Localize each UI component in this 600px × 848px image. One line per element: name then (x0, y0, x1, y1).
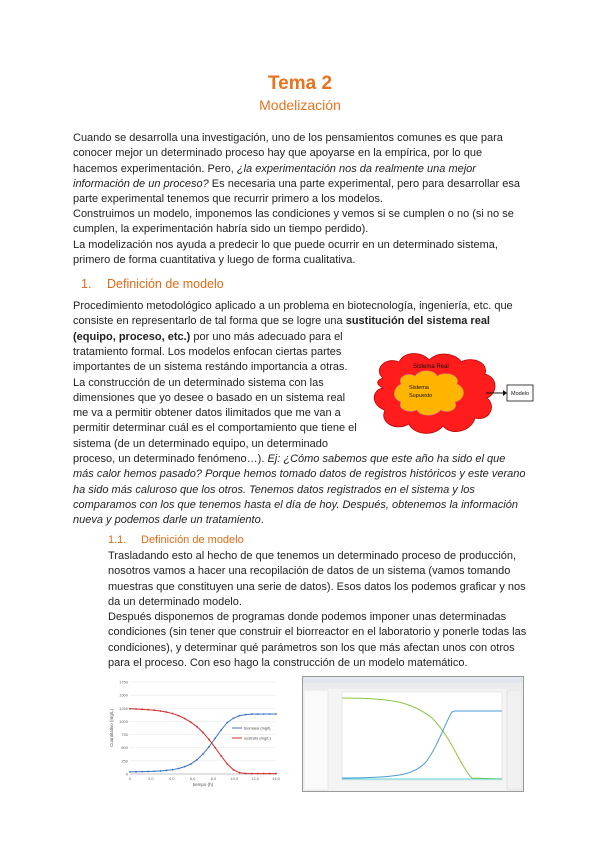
data-point (153, 770, 155, 772)
data-point (269, 713, 271, 715)
text-line: me va a permitir obtener datos ilimitados que me van a (73, 407, 341, 420)
data-point (160, 770, 162, 772)
data-point (239, 715, 241, 717)
data-point (269, 773, 271, 775)
window-titlebar (303, 677, 523, 683)
data-point (257, 773, 259, 775)
data-point (226, 722, 228, 724)
series-line (130, 709, 276, 774)
intro-paragraph-3: La modelización nos ayuda a predecir lo que puede ocurrir en un determinado sistema, primero de forma cuantitativa y luego de forma cualitativa. (73, 239, 498, 267)
data-point (178, 715, 180, 717)
supposed-system-label-2: Supuesto (409, 393, 433, 399)
data-point (160, 710, 162, 712)
section-1-1-heading: 1.1. Definición de modelo (108, 534, 244, 546)
legend-label: biomasa (mg/l) (244, 725, 271, 731)
data-point (263, 773, 265, 775)
section-1-intro: Procedimiento metodológico aplicado a un problema en biotecnología, ingeniería, etc. que consiste en representarlo de tal forma que se logre una sustitución del sistema real (equipo, proceso, etc.) por uno más adecuado para el (73, 300, 513, 343)
y-tick-label: 500 (121, 745, 128, 751)
data-point (220, 755, 222, 757)
data-point (141, 708, 143, 710)
data-point (166, 711, 168, 713)
data-point (275, 713, 277, 715)
data-point (147, 771, 149, 773)
text-line: permitir determinar cuál es el comportamiento que tiene el (73, 422, 357, 435)
x-tick-label: 12,0 (251, 776, 260, 781)
real-system-label: Sistema Real (413, 364, 449, 370)
data-point (166, 770, 168, 772)
window-toolbar (303, 683, 523, 689)
model-label: Modelo (511, 391, 530, 397)
data-point (141, 771, 143, 773)
x-tick-label: 8,0 (210, 776, 217, 781)
x-tick-label: 2,0 (148, 776, 154, 781)
data-point (239, 772, 241, 774)
data-point (251, 773, 253, 775)
settings-panel (304, 690, 328, 790)
data-point (245, 773, 247, 775)
x-tick-label: 6,0 (189, 776, 196, 781)
data-point (184, 718, 186, 720)
right-panel (507, 690, 522, 790)
y-tick-label: 1250 (119, 705, 128, 711)
intro-paragraph-1: Cuando se desarrolla una investigación, uno de los pensamientos comunes es que para conocer mejor un determinado proceso hay que apoyarse en la empírica, por lo que hacemos experimentación. Pero, ¿la experimentación nos da realmente una mejor información de un proceso? Es necesaria una parte experimental, pero para desarrollar esa parte experimental tenemos que recurrir primero a los modelos. (73, 132, 520, 206)
data-point (263, 713, 265, 715)
data-point (196, 726, 198, 728)
data-point (208, 739, 210, 741)
series-line (130, 714, 276, 772)
data-point (184, 766, 186, 768)
data-point (257, 713, 259, 715)
legend-label: sustrato (mg/L) (244, 735, 271, 741)
data-point (178, 768, 180, 770)
data-point (226, 763, 228, 765)
x-tick-label: 0 (128, 776, 132, 781)
page-title: Tema 2 (267, 73, 333, 94)
section-1-1-paragraph-2: Después disponemos de programas donde podemos imponer unas determinadas condiciones (sin tener que construir el biorreactor en el laboratorio y ponerle todas las condiciones), y determinar qué parámetros son los que más afectan unos con otros para el proceso. Con eso hago la construcción de un modelo matemático. (108, 611, 527, 669)
data-point (245, 714, 247, 716)
data-point (233, 717, 235, 719)
text-line: La construcción de un determinado sistema con las (73, 376, 324, 389)
text-line: tratamiento formal. Los modelos enfocan ciertas partes (73, 346, 342, 358)
data-point (129, 771, 131, 773)
data-point (220, 729, 222, 731)
data-point (153, 709, 155, 711)
x-axis-label: tiempo (h) (192, 782, 214, 787)
y-tick-label: 0 (125, 771, 128, 777)
data-point (172, 713, 174, 715)
supposed-system-label-1: Sistema (409, 385, 429, 391)
section-1-1-paragraph-1: Trasladando esto al hecho de que tenemos un determinado proceso de producción, nosotros vamos a hacer una recopilación de datos de un sistema (vamos tomando muestras que constituyen una serie de datos). Esos datos los podemos graficar y nos da un determinado modelo. (108, 550, 526, 608)
data-point (208, 746, 210, 748)
section-1-wrapped-text (73, 345, 373, 452)
data-point (214, 737, 216, 739)
data-point (135, 771, 137, 773)
plot-area (342, 692, 502, 780)
y-tick-label: 750 (121, 732, 128, 738)
y-tick-label: 250 (121, 758, 128, 764)
biomass-substrate-chart (108, 676, 288, 790)
page-subtitle: Modelización (259, 97, 341, 113)
arrow-head (503, 390, 507, 396)
y-tick-label: 1000 (119, 718, 128, 724)
x-tick-label: 14,0 (272, 776, 280, 781)
section-1-example: proceso, un determinado fenómeno…). Ej: ¿Cómo sabemos que este año ha sido el que más calor hemos pasado? Porque hemos tomado datos de registros históricos y este verano ha sido más caluroso que los otros. Tenemos datos registrados en el sistema y los comparamos con los que tenemos hasta el día de hoy. Después, obtenemos la información nueva y podemos darle un tratamiento. (73, 453, 526, 527)
text-line: dimensiones que yo desee o basado en un sistema real (73, 391, 346, 404)
data-point (190, 721, 192, 723)
data-point (202, 753, 204, 755)
data-point (196, 759, 198, 761)
data-point (275, 773, 277, 775)
data-point (147, 709, 149, 711)
data-point (214, 747, 216, 749)
data-point (172, 769, 174, 771)
x-tick-label: 10,0 (230, 776, 239, 781)
data-point (251, 713, 253, 715)
data-point (129, 708, 131, 710)
data-point (233, 769, 235, 771)
model-diagram (367, 348, 535, 443)
y-tick-label: 1500 (119, 692, 128, 698)
simulation-software-screenshot (302, 676, 524, 792)
data-point (190, 763, 192, 765)
text-line: sistema (de un determinado equipo, un determinado (73, 437, 328, 450)
data-point (135, 708, 137, 710)
y-axis-label: Cuantitativo (mg/L) (109, 708, 114, 748)
x-tick-label: 4,0 (168, 776, 175, 781)
data-point (202, 732, 204, 734)
y-tick-label: 1750 (119, 679, 128, 685)
section-1-heading: 1. Definición de modelo (81, 277, 224, 291)
text-line: importantes de un sistema restándo importancia a otras. (73, 361, 348, 374)
intro-paragraph-2: Construimos un modelo, imponemos las condiciones y vemos si se cumplen o no (si no se cumplen, la experimentación habría sido un tiempo perdido). (73, 208, 514, 236)
